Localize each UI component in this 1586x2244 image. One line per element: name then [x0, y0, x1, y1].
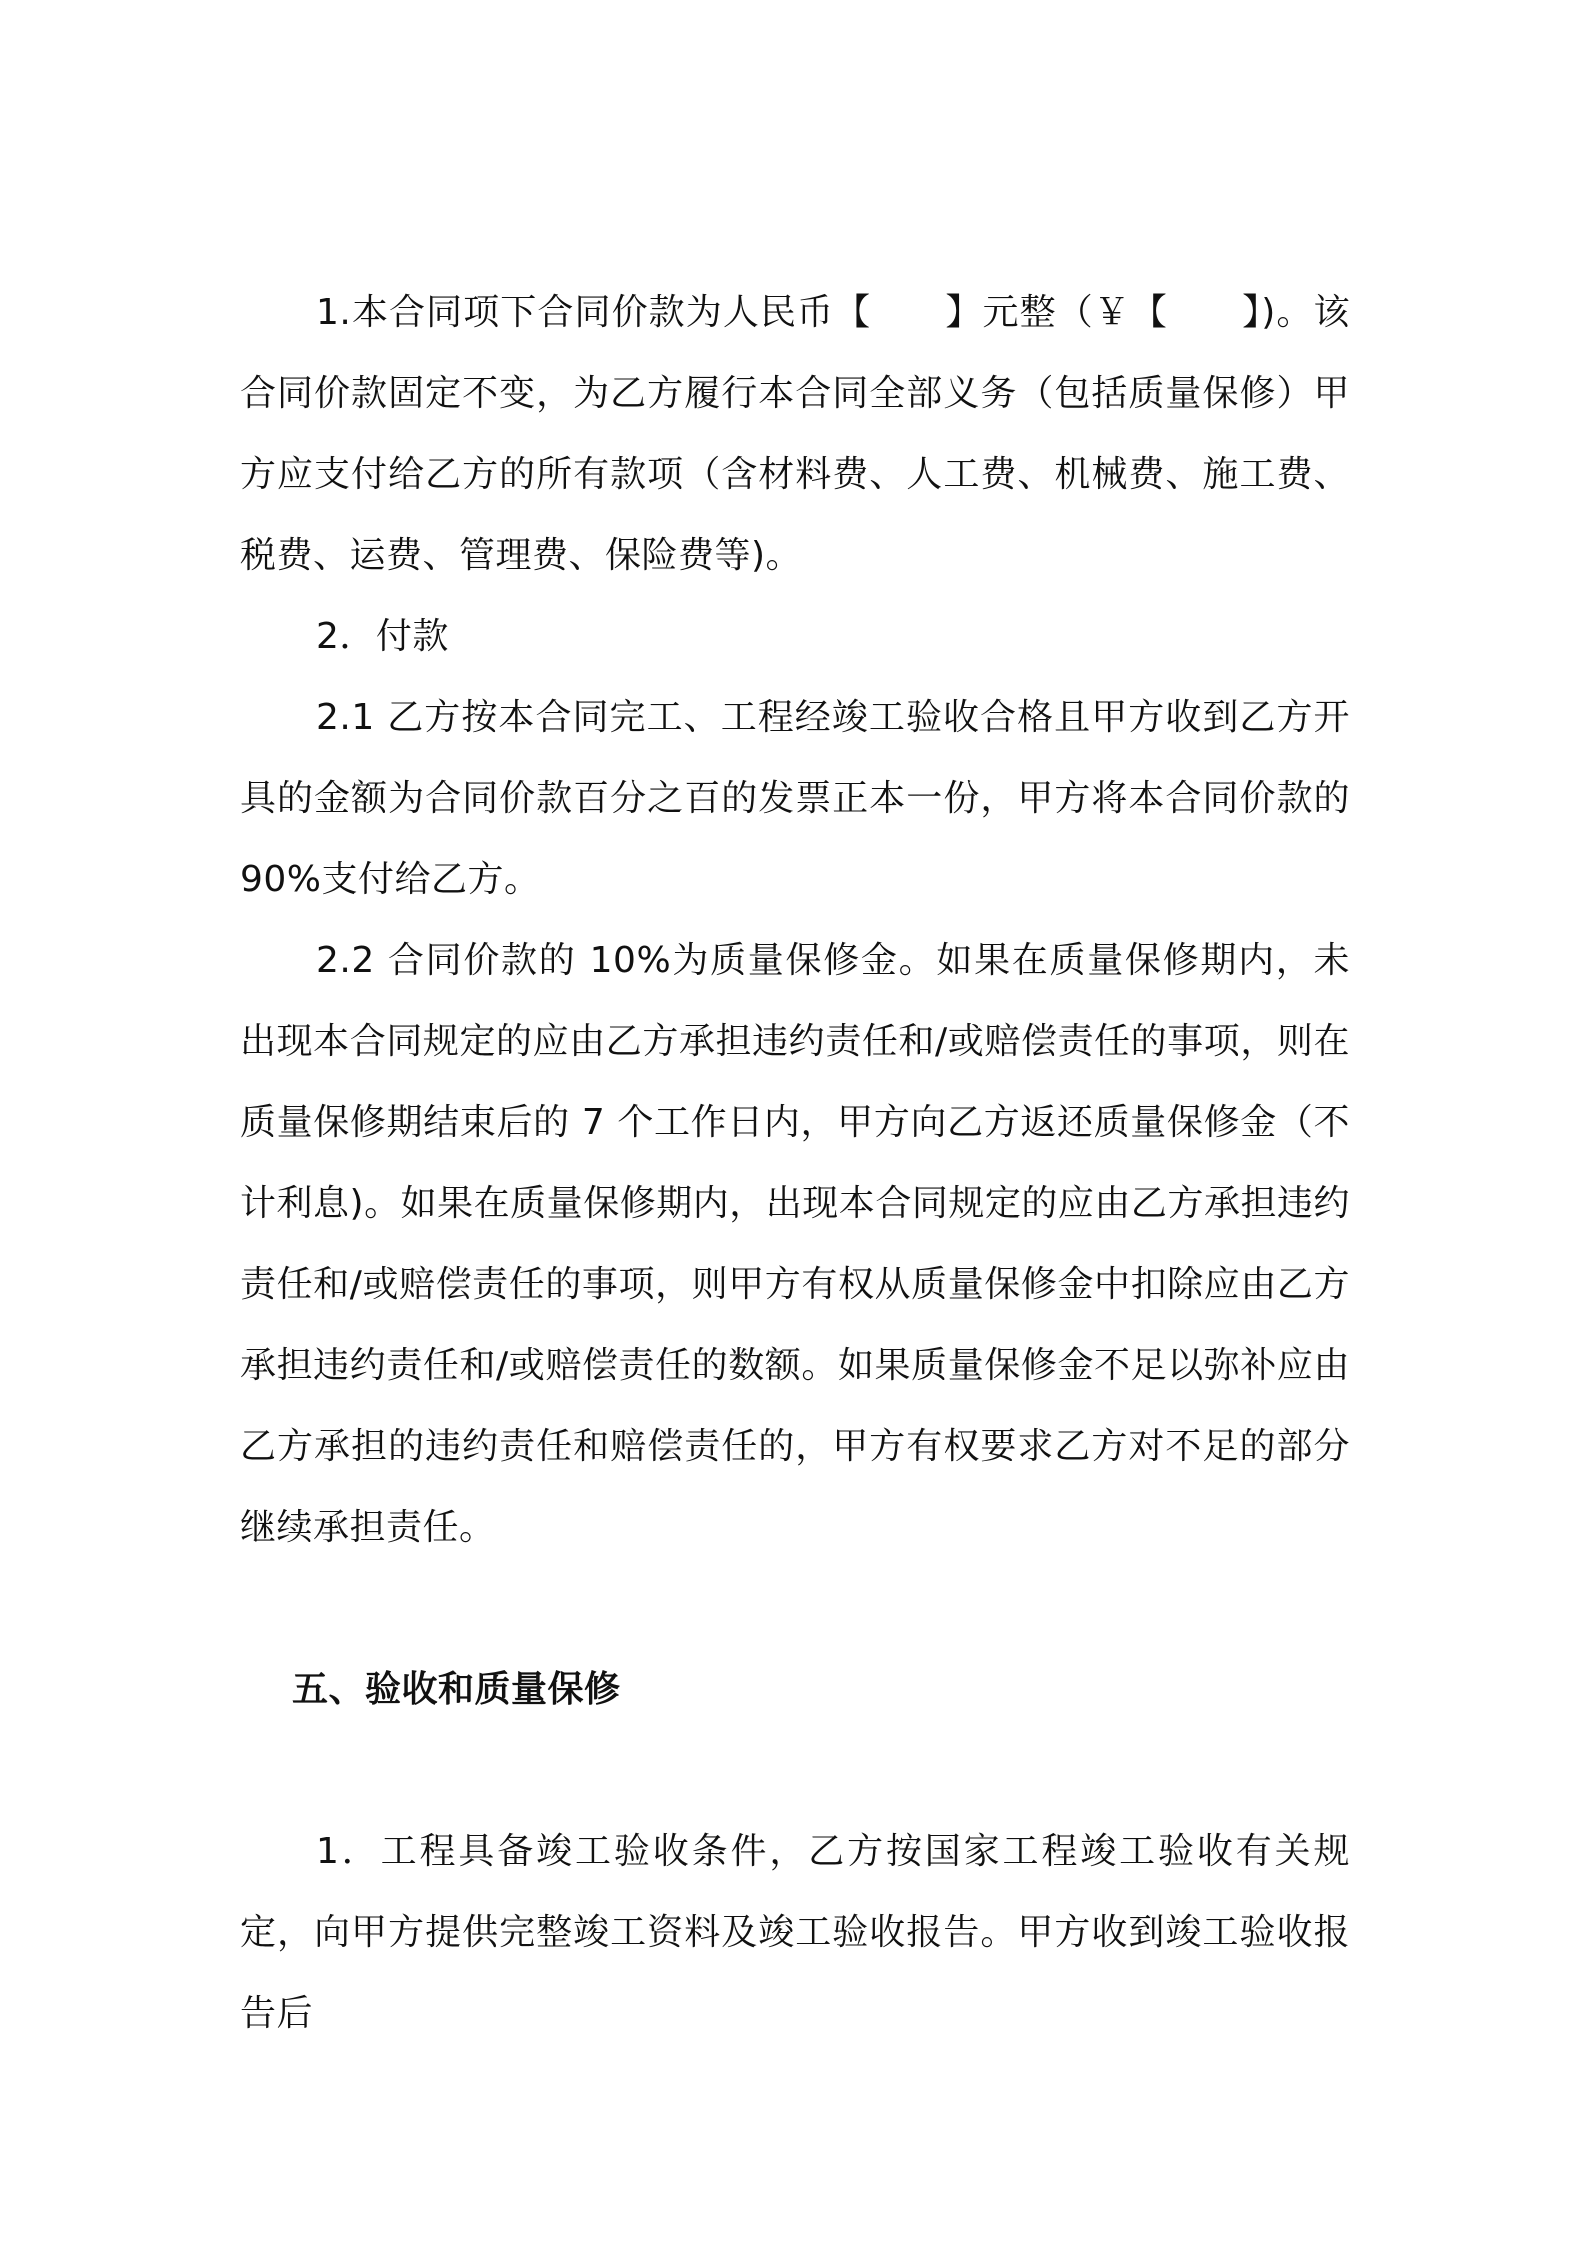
spacer	[240, 1568, 1350, 1649]
paragraph-payment-heading: 2．付款	[316, 616, 449, 657]
paragraph-payment-2-1: 2.1 乙方按本合同完工、工程经竣工验收合格且甲方收到乙方开具的金额为合同价款百分之百的发票正本一份，甲方将本合同价款的90%支付给乙方。	[240, 697, 1350, 900]
paragraph-acceptance-1: 1．工程具备竣工验收条件，乙方按国家工程竣工验收有关规定，向甲方提供完整竣工资料及竣工验收报告。甲方收到竣工验收报告后	[240, 1831, 1350, 2034]
paragraph-contract-price: 1.本合同项下合同价款为人民币【 】元整（￥【 】)。该合同价款固定不变，为乙方履行本合同全部义务（包括质量保修）甲方应支付给乙方的所有款项（含材料费、人工费、机械费、施工费、税费、运费、管理费、保险费等)。	[240, 292, 1350, 576]
spacer	[240, 1730, 1350, 1811]
paragraph-payment-2-2: 2.2 合同价款的 10%为质量保修金。如果在质量保修期内，未出现本合同规定的应由乙方承担违约责任和/或赔偿责任的事项，则在质量保修期结束后的 7 个工作日内，甲方向乙方返还质量保修金（不计利息)。如果在质量保修期内，出现本合同规定的应由乙方承担违约责任和/或赔偿责任的事项，则甲方有权从质量保修金中扣除应由乙方承担违约责任和/或赔偿责任的数额。如果质量保修金不足以弥补应由乙方承担的违约责任和赔偿责任的，甲方有权要求乙方对不足的部分继续承担责任。	[240, 940, 1350, 1548]
section-heading-acceptance: 五、验收和质量保修	[292, 1669, 621, 1710]
document-body	[240, 272, 1350, 2054]
